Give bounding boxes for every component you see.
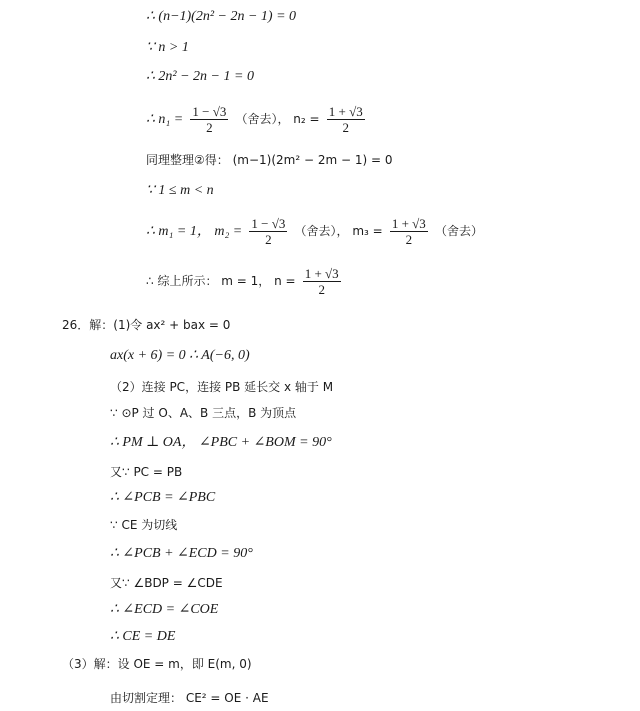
equation-line-4	[146, 104, 368, 135]
part-2-heading: （2）连接 PC，连接 PB 延长交 x 轴于 M	[110, 380, 334, 394]
discard-note: （舍去）	[434, 224, 483, 238]
equation-line-22: 由切割定理： CE² = OE · AE	[110, 691, 269, 705]
summary-label: ∴ 综上所示： m = 1， n =	[146, 274, 296, 288]
n1-label: ∴ n₁ =	[146, 112, 184, 127]
m-values-label: ∴ m₁ = 1， m₂ =	[146, 224, 243, 239]
equation-line-10: ax(x + 6) = 0 ∴ A(−6, 0)	[110, 348, 250, 363]
n2-label: （舍去）， n₂ =	[235, 112, 320, 126]
equation-line-16: ∵ CE 为切线	[110, 518, 178, 532]
equation-line-1: ∴ (n−1)(2n² − 2n − 1) = 0	[146, 9, 297, 24]
m3-label: （舍去）， m₃ =	[294, 224, 383, 238]
equation-line-12: ∵ ⊙P 过 O、A、B 三点，B 为顶点	[110, 406, 297, 420]
equation-line-18: 又∵ ∠BDP = ∠CDE	[110, 576, 223, 590]
fraction-n2: $\frac{1 + √3}{2}$	[328, 104, 363, 135]
equation-line-6: ∵ 1 ≤ m < n	[146, 183, 214, 198]
part-3-heading: （3）解：设 OE = m，即 E(m, 0)	[62, 657, 252, 671]
equation-line-3: ∴ 2n² − 2n − 1 = 0	[146, 69, 254, 84]
equation-line-20: ∴ CE = DE	[110, 629, 176, 644]
equation-line-8	[146, 266, 344, 297]
equation-line-7	[146, 216, 483, 247]
fraction-m2: $\frac{1 - √3}{2}$	[251, 216, 286, 247]
equation-line-17: ∴ ∠PCB + ∠ECD = 90°	[110, 546, 253, 561]
equation-line-14: 又∵ PC = PB	[110, 465, 183, 479]
equation-line-19: ∴ ∠ECD = ∠COE	[110, 602, 219, 617]
problem-26-heading: 26．解：(1)令 ax² + bax = 0	[62, 318, 231, 332]
equation-line-15: ∴ ∠PCB = ∠PBC	[110, 490, 216, 505]
equation-line-2: ∵ n > 1	[146, 40, 189, 55]
fraction-n1: $\frac{1 - √3}{2}$	[192, 104, 227, 135]
fraction-n-final: $\frac{1 + √3}{2}$	[304, 266, 339, 297]
fraction-m3: $\frac{1 + √3}{2}$	[391, 216, 426, 247]
equation-line-5: 同理整理②得： (m−1)(2m² − 2m − 1) = 0	[146, 153, 393, 167]
equation-line-13: ∴ PM ⊥ OA， ∠PBC + ∠BOM = 90°	[110, 435, 332, 450]
